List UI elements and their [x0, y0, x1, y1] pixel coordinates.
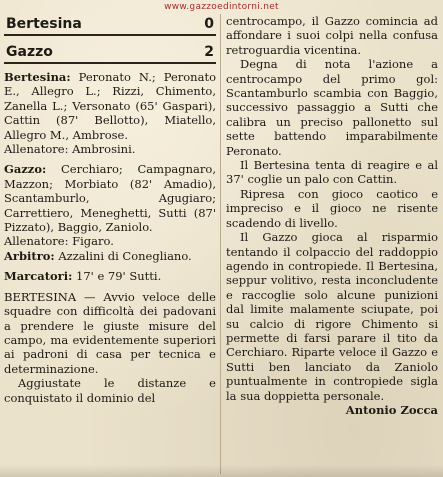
article-dateline: BERTESINA: [4, 289, 77, 304]
right-column: [226, 14, 438, 417]
column-divider: [220, 14, 221, 474]
page-shadow: [0, 465, 443, 477]
referee-line: [4, 249, 216, 263]
scorers-line: [4, 269, 216, 283]
scorers-label: Marcatori:: [4, 269, 73, 284]
article-lead: [4, 290, 216, 376]
team1-score: 0: [204, 16, 214, 32]
article-p6: Ripresa con gioco caotico e impreciso e il gioco ne risente scadendo di livello.: [226, 186, 438, 230]
article-p7: Il Gazzo gioca al risparmio tentando il colpaccio del raddoppio agendo in contropiede. Il Bertesina, seppur volitivo, resta inconcludente e raccoglie solo alcune punizioni dal limite malamente sciupate, poi su calcio di rigore Chimento si permette di farsi parare il tito da Cerchiaro. Riparte veloce il Gazzo e Sutti ben lanciato da Zaniolo puntualmente in contropiede sigla la sua doppietta personale.: [226, 230, 438, 403]
article-p4: Degna di nota l'azione a centrocampo del primo gol: Scantamburlo scambia con Baggio, successivo passaggio a Sutti che calibra un preciso pallonetto sul sette battendo imparabilmente Peronato.: [226, 57, 438, 158]
author-signature: Antonio Zocca: [345, 402, 438, 417]
article-p2: Aggiustate le distanze e conquistato il dominio del: [4, 376, 216, 405]
article-p3: centrocampo, il Gazzo comincia ad affondare i suoi colpi nella confusa retroguardia vicentina.: [226, 14, 438, 57]
gazzo-coach: Allenatore: Figaro.: [4, 234, 114, 249]
gazzo-lineup: [4, 162, 216, 234]
bertesina-players: Peronato N.; Peronato E., Allegro L.; Rizzi, Chimento, Zanella L.; Versonato (65' Gaspari), Cattin (87' Bellotto), Miatello, Allegro M., Ambrose.: [4, 70, 216, 142]
gazzo-players: Cerchiaro; Campagnaro, Mazzon; Morbiato (82' Amadio), Scantamburlo, Agugiaro; Carrettiero, Meneghetti, Sutti (87' Pizzato), Baggio, Zaniolo.: [4, 162, 216, 235]
referee-name: Azzalini di Conegliano.: [54, 248, 192, 263]
referee-label: Arbitro:: [4, 248, 55, 263]
left-column: [4, 14, 216, 405]
team1-name: Bertesina: [6, 16, 82, 32]
article-p1: — Avvio veloce delle squadre con difficoltà dei padovani a prendere le giuste misure del campo, ma evidentemente superiori ai padroni di casa per tecnica e determinazione.: [4, 289, 216, 376]
gazzo-label: Gazzo:: [4, 162, 47, 177]
team2-score: 2: [204, 44, 214, 60]
scorers: 17' e 79' Sutti.: [72, 269, 162, 284]
score-row-team1: [4, 14, 216, 36]
bertesina-lineup: [4, 70, 216, 142]
watermark: www.gazzoedintorni.net: [164, 2, 279, 12]
bertesina-coach: Allenatore: Ambrosini.: [4, 142, 136, 157]
bertesina-label: Bertesina:: [4, 70, 71, 84]
team2-name: Gazzo: [6, 44, 53, 60]
article-p5: Il Bertesina tenta di reagire e al 37' coglie un palo con Cattin.: [226, 158, 438, 187]
score-row-team2: [4, 42, 216, 64]
